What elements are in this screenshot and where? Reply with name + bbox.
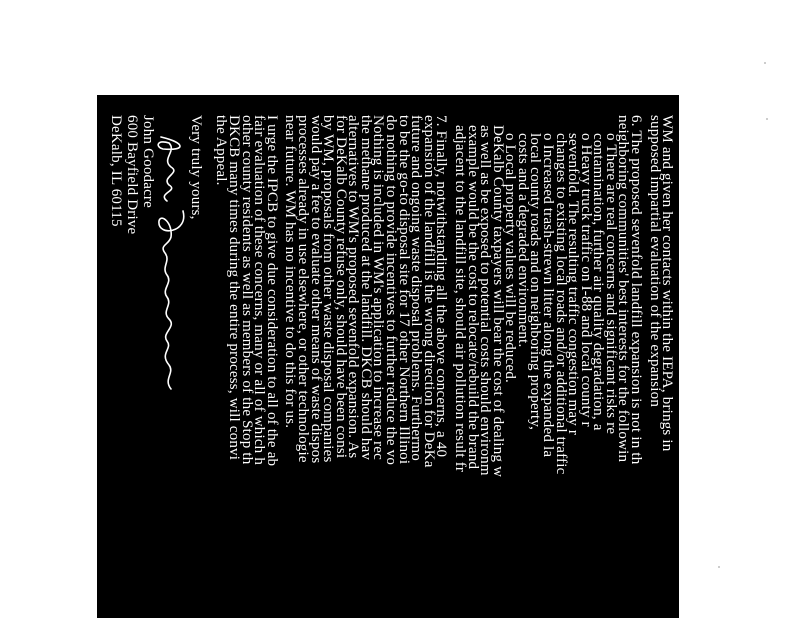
letter-line: fair evaluation of these concerns, many or all of which h	[251, 115, 268, 466]
letter-line: would pay a fee to evaluate other means of waste dispos	[307, 115, 324, 464]
scan-speck	[764, 62, 766, 64]
letter-line: changes to existing local roads and/or additional traffic	[552, 133, 569, 475]
letter-line: sevenfold. The resulting traffic congestion may r	[565, 133, 582, 436]
letter-line: o Heavy truck traffic on I-88 and local county r	[577, 133, 594, 427]
letter-line: neighboring communities' best interests for the followin	[615, 115, 632, 463]
letter-line: other county residents as well as members of the Stop th	[238, 115, 255, 465]
letter-line: future and ongoing waste disposal problems. Furthermo	[408, 115, 425, 461]
letter-line: example would be the cost to relocate/rebuild the brand	[464, 125, 481, 470]
letter-line: o Increased trash-strewn litter along the expanded la	[539, 133, 556, 458]
letter-line: by WM, proposals from other waste disposal companies	[320, 115, 337, 463]
letter-line: contamination, further air quality degradation, a	[590, 133, 607, 431]
handwritten-signature	[151, 133, 191, 393]
letter-line: DKCB many times during the entire process, will convi	[225, 115, 242, 461]
scan-speck	[718, 566, 720, 568]
letter-line: do nothing to provide incentives to further reduce the vo	[382, 115, 399, 466]
letter-line: expansion of the landfill is the wrong direction for DeKa	[420, 115, 437, 468]
letter-line: alternatives to WM's proposed sevenfold expansion. As	[345, 115, 362, 459]
letter-line: to be the go-to disposal site for 17 other Northern Illinoi	[395, 115, 412, 465]
letter-line: processes already in use elsewhere, or other technologie	[295, 115, 312, 463]
letter-line: I urge the IPCB to give due consideration to all of the ab	[263, 115, 280, 467]
letter-line: Nothing is included in WM's application to increase rec	[370, 115, 387, 461]
address-line: DeKalb, IL 60115	[108, 115, 124, 227]
address-line: 600 Bayfield Drive	[124, 115, 140, 235]
letter-line: near future. WM has no incentive to do this for us.	[282, 115, 299, 429]
letter-line: DeKalb County taxpayers will bear the cost of dealing w	[489, 125, 506, 478]
signature-name: John Goodacre	[140, 115, 156, 208]
closing-line: Very truly yours,	[188, 115, 204, 220]
letter-line: supposed impartial evaluation of the expansion	[646, 115, 663, 408]
letter-line: for DeKalb County refuse only, should have been consi	[332, 115, 349, 459]
letter-line: adjacent to the landfill site, should air pollution result fr	[452, 125, 469, 473]
letter-line: local county roads and on neighboring property,	[527, 133, 544, 431]
letter-line: o There are real concerns and significant risks re	[602, 133, 619, 435]
letter-line: 7. Finally, notwithstanding all the above concerns, a 40	[433, 115, 450, 458]
letter-line: WM and given her contacts within the IEPA, brings in	[659, 115, 676, 452]
letter-line: costs and a degraded environment.	[514, 133, 531, 348]
scan-speck	[766, 118, 768, 120]
scanned-letter	[97, 95, 679, 618]
letter-line: 6. The proposed sevenfold landfill expansion is not in th	[627, 115, 644, 465]
letter-line: o Local property values will be reduced.	[502, 133, 519, 383]
letter-line: as well as be exposed to potential costs should environm	[477, 125, 494, 476]
letter-line: the Appeal.	[213, 115, 230, 186]
rotated-letter-page	[97, 95, 679, 618]
letter-line: the methane produced at the landfill. DKCB should hav	[357, 115, 374, 461]
